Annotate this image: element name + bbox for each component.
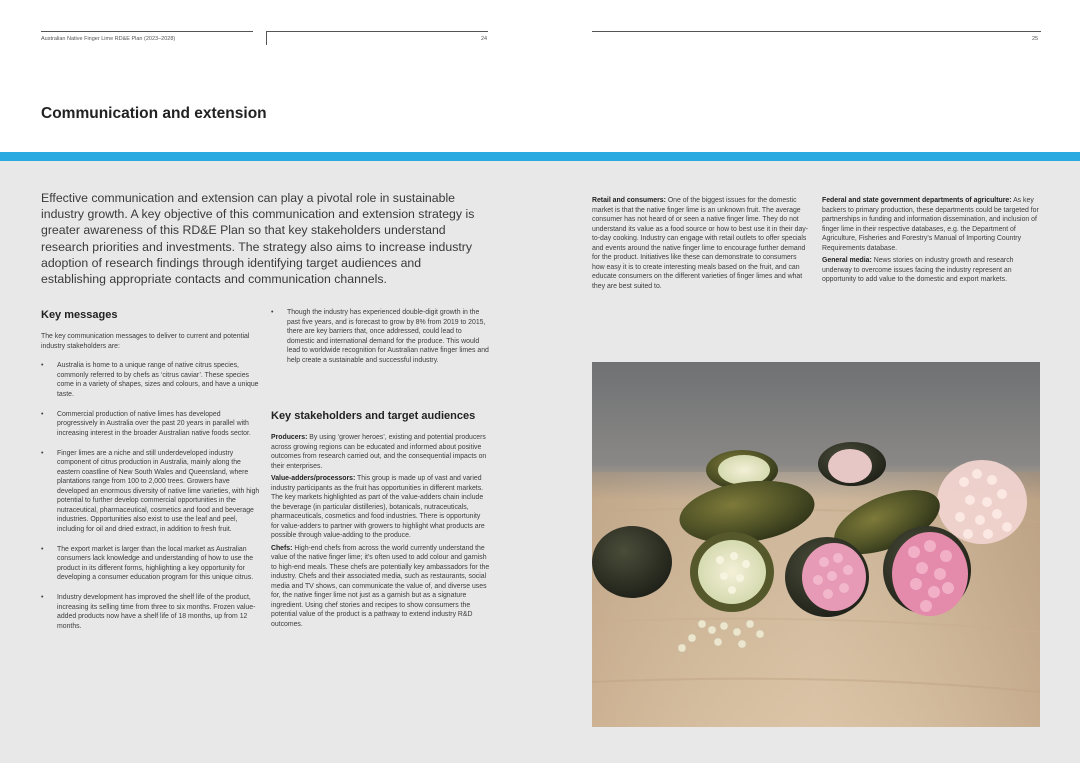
page-header-area <box>0 0 1080 152</box>
value-adders-paragraph <box>271 474 490 541</box>
key-messages-list-continued <box>271 308 489 376</box>
intro-paragraph: Effective communication and extension can play a pivotal role in sustainable industry growth. A key objective of this communication and extension strategy is greater awareness of this RD&E Plan so that key stakeholders understand research priorities and investments. The strategy also aims to increase industry adoption of research findings through identifying target audiences and establishing appropriate contacts and communication channels. <box>41 191 475 287</box>
list-item: • Commercial production of native limes has developed progressively in Australia over the past 20 years in parallel with increasing interest in the broader Australian native foods sector. <box>41 410 263 439</box>
list-item: • Australia is home to a unique range of native citrus species, commonly referred to by chefs as ‘citrus caviar’. These species come in a variety of shapes, sizes and colours, and have a unique taste. <box>41 361 263 399</box>
federal-paragraph <box>822 196 1040 253</box>
government-and-media-paragraphs <box>822 196 1040 288</box>
retail-text: One of the biggest issues for the domestic market is that the native finger lime is an unknown fruit. The average consumer has not heard of or seen a native finger lime. They do not understand its value as a food source or how to best use it in their day-to-day cooking. Industry can engage with retail outlets to offer specials and events around the native finger lime to encourage further demand for the product. Initiatives like these can demonstrate to consumers how easy it is to create interesting meals based on the fruit, and can educate consumers on the different varieties of finger limes and what they are best suited to. <box>592 197 809 290</box>
retail-label: Retail and consumers: <box>592 197 666 204</box>
page-number-left: 24 <box>481 36 488 42</box>
key-messages-intro: The key communication messages to deliver to current and potential industry stakeholders are: <box>41 333 250 350</box>
header-rule-right <box>592 31 1041 32</box>
media-text: News stories on industry growth and research underway to overcome issues facing the industry represent an opportunity to add value to the domestic and export markets. <box>822 257 1014 283</box>
value-adders-text: This group is made up of vast and varied industry participants as the fruit has opportunities in different markets. The key markets highlighted as part of the value-adders chain include the beverage (in particular distilleries), botanicals, nutraceuticals, pharmaceuticals, cosmetics and food industries. There is opportunity for value-adders to partner with growers to highlight what products are possible through value-adding to the produce. <box>271 475 485 539</box>
accent-band <box>0 152 1080 161</box>
chefs-paragraph <box>271 544 490 630</box>
list-item: • Industry development has improved the shelf life of the product, increasing its selling time from three to six months. Frozen value-added products now have a shelf life of 18 months, up from 12 months. <box>41 593 263 631</box>
page-number-right: 25 <box>1032 36 1039 42</box>
finger-lime-photo <box>592 362 1040 727</box>
header-rule-left-2 <box>266 31 488 32</box>
value-adders-label: Value-adders/processors: <box>271 475 356 482</box>
page-title: Communication and extension <box>41 105 267 122</box>
producers-paragraph <box>271 433 490 471</box>
header-tick <box>266 31 267 45</box>
federal-text: As key backers to primary production, these departments could be targeted for partnerships in funding and information dissemination, and inclusion of finger lime in their respective databases, e.g. the Department of Agriculture, Fisheries and Forestry’s Manual of Importing Country Requirements database. <box>822 197 1039 252</box>
producers-text: By using ‘grower heroes’, existing and potential producers across growing regions can be educated and informed about positive outcomes from research carried out, and the consequential impacts on their enterprises. <box>271 434 487 470</box>
media-paragraph <box>822 256 1040 285</box>
chefs-text: High-end chefs from across the world currently understand the value of the native finger lime; it’s often used to add colour and garnish to high-end meals. These chefs are potentially key ambassadors for the industry. Chefs and their associated media, such as restaurants, social media and TV shows, can communicate the value of, and diverse uses for, the native finger lime not just as a garnish but as a signature ingredient. Using chef stories and recipes to show consumers the potential value of the product is a pathway to extend industry R&D outcomes. <box>271 544 490 628</box>
retail-paragraph <box>592 196 811 291</box>
list-item: • Finger limes are a niche and still underdeveloped industry component of citrus production in Australia, mainly along the eastern coastline of New South Wales and Queensland, where plantations range from 100 to 2,000 trees. Growers have developed an enormous diversity of native lime varieties, with high potential to further develop commercial opportunities in the nutraceutical, pharmaceutical, cosmetics and food and beverage industries. Opportunities also exist to use the leaf and peel, including for oil and dried extract, in addition to fresh fruit. <box>41 449 263 535</box>
producers-label: Producers: <box>271 434 308 441</box>
stakeholders-body <box>271 433 490 632</box>
header-rule-left <box>41 31 253 32</box>
key-messages-heading: Key messages <box>41 309 118 321</box>
header-document-title: Australian Native Finger Lime RD&E Plan (2023–2028) <box>41 36 176 42</box>
list-item: • Though the industry has experienced double-digit growth in the past five years, and is forecast to grow by 8% from 2019 to 2015, there are key barriers that, once addressed, could lead to domestic and international demand for the produce. This would lead to worldwide recognition for Australian native finger limes and help create a sustainable and successful industry. <box>271 308 489 365</box>
stakeholders-heading: Key stakeholders and target audiences <box>271 410 476 422</box>
chefs-label: Chefs: <box>271 544 293 552</box>
federal-label: Federal and state government departments of agriculture: <box>822 197 1012 204</box>
key-messages-list <box>41 361 263 642</box>
list-item: • The export market is larger than the local market as Australian consumers lack knowledge and understanding of how to use the product in its different forms, highlighting a key opportunity for developing a consumer education program for this unique citrus. <box>41 545 263 583</box>
media-label: General media: <box>822 257 872 264</box>
finger-lime-illustration <box>592 362 1040 727</box>
